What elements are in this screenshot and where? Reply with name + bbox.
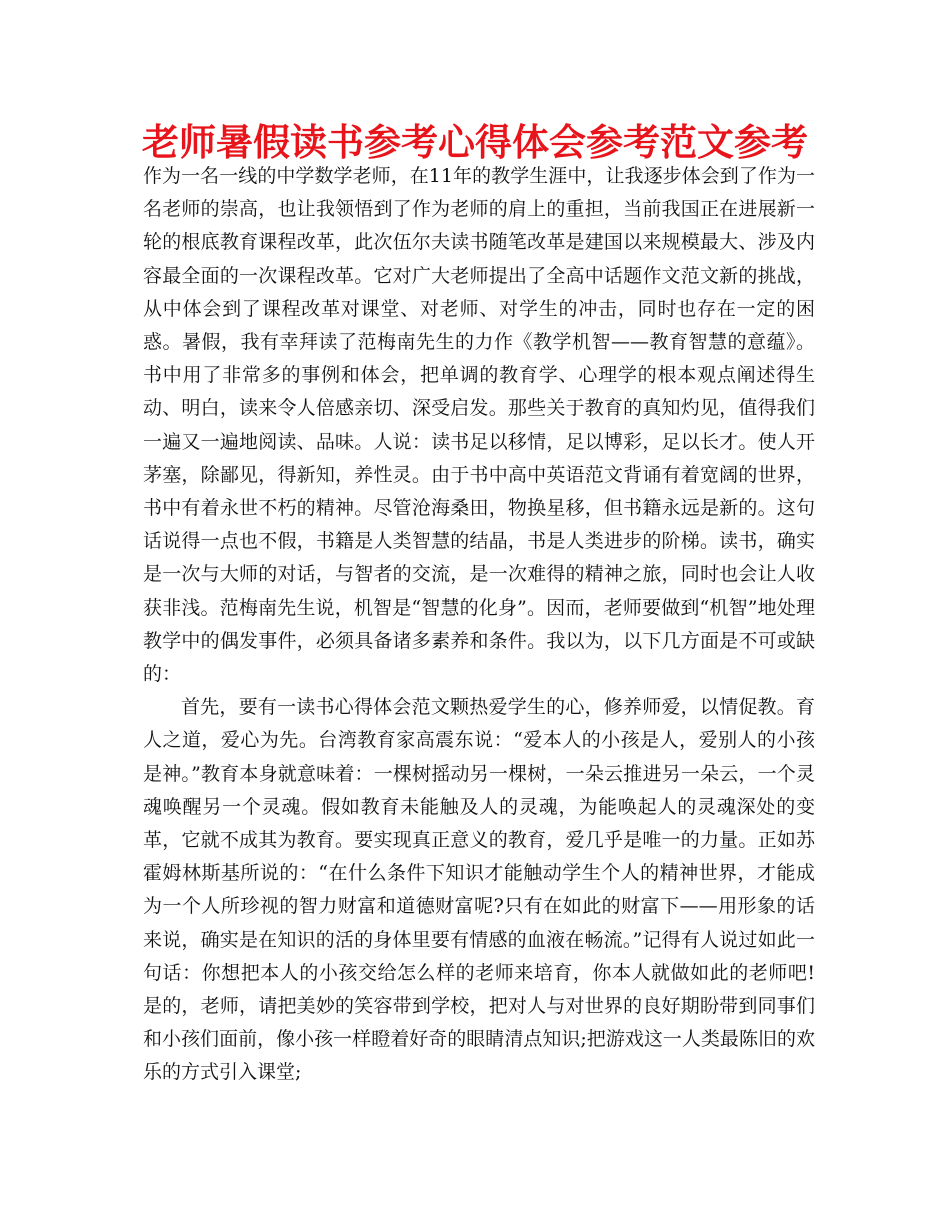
paragraph-first-point: 首先，要有一读书心得体会范文颗热爱学生的心，修养师爱，以情促教。育人之道，爱心为先。台湾教育家高震东说：“爱本人的小孩是人，爱别人的小孩是神。”教育本身就意味着：一棵树摇动另一棵树，一朵云推进另一朵云，一个灵魂唤醒另一个灵魂。假如教育未能触及人的灵魂，为能唤起人的灵魂深处的变革，它就不成其为教育。要实现真正意义的教育，爱几乎是唯一的力量。正如苏霍姆林斯基所说的：“在什么条件下知识才能触动学生个人的精神世界，才能成为一个人所珍视的智力财富和道德财富呢?只有在如此的财富下——用形象的话来说，确实是在知识的活的身体里要有情感的血液在畅流。”记得有人说过如此一句话：你想把本人的小孩交给怎么样的老师来培育，你本人就做如此的老师吧!是的，老师，请把美妙的笑容带到学校，把对人与对世界的良好期盼带到同事们和小孩们面前，像小孩一样瞪着好奇的眼睛清点知识;把游戏这一人类最陈旧的欢乐的方式引入课堂; — [143, 696, 815, 1084]
document-body — [143, 160, 815, 1090]
document-title: 老师暑假读书参考心得体会参考范文参考 — [142, 121, 808, 164]
paragraph-intro: 作为一名一线的中学数学老师，在11年的教学生涯中，让我逐步体会到了作为一名老师的崇高，也让我领悟到了作为老师的肩上的重担，当前我国正在进展新一轮的根底教育课程改革，此次伍尔夫读书随笔改革是建国以来规模最大、涉及内容最全面的一次课程改革。它对广大老师提出了全高中话题作文范文新的挑战，从中体会到了课程改革对课堂、对老师、对学生的冲击，同时也存在一定的困惑。暑假，我有幸拜读了范梅南先生的力作《教学机智——教育智慧的意蕴》。书中用了非常多的事例和体会，把单调的教育学、心理学的根本观点阐述得生动、明白，读来令人倍感亲切、深受启发。那些关于教育的真知灼见，值得我们一遍又一遍地阅读、品味。人说：读书足以移情，足以博彩，足以长才。使人开茅塞，除鄙见，得新知，养性灵。由于书中高中英语范文背诵有着宽阔的世界，书中有着永世不朽的精神。尽管沧海桑田，物换星移，但书籍永远是新的。这句话说得一点也不假，书籍是人类智慧的结晶，书是人类进步的阶梯。读书，确实是一次与大师的对话，与智者的交流，是一次难得的精神之旅，同时也会让人收获非浅。范梅南先生说，机智是“智慧的化身”。因而，老师要做到“机智”地处理教学中的偶发事件，必须具备诸多素养和条件。我以为，以下几方面是不可或缺的： — [143, 165, 815, 686]
